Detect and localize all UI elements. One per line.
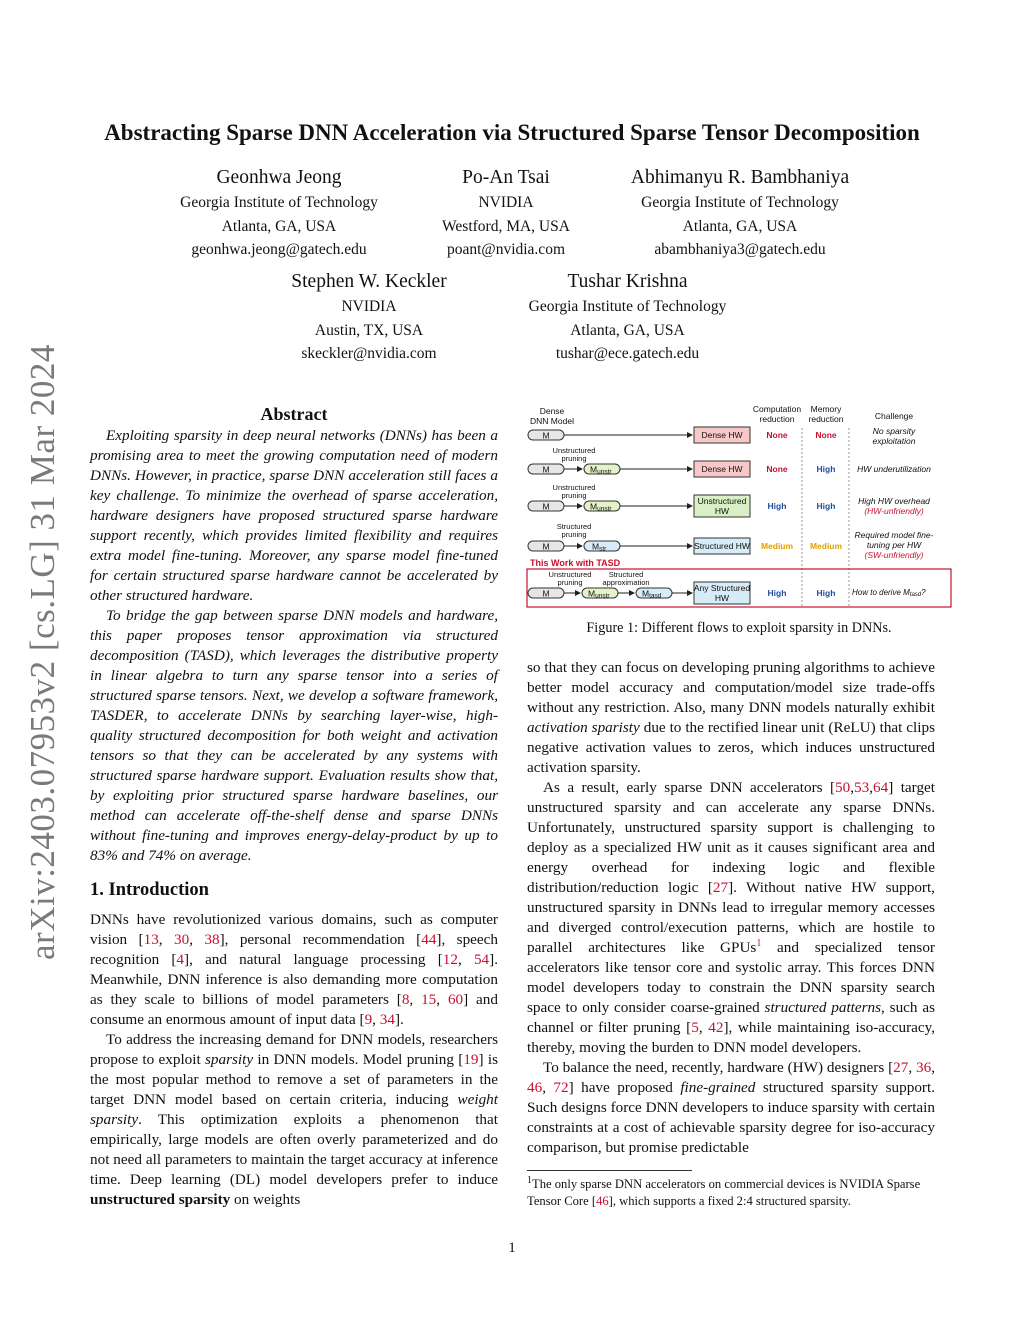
fig-hw-box: Any Structured (693, 583, 751, 593)
fig-hw-box: Unstructured (697, 496, 747, 506)
author-location: Atlanta, GA, USA (221, 217, 337, 235)
citation-link[interactable]: 15 (421, 991, 437, 1008)
author-email: skeckler@nvidia.com (301, 345, 437, 362)
body-paragraph: To balance the need, recently, hardware (HW) designers [27, 36, 46, 72] have proposed fine-grained structured sparsity support. Such designs force DNN developers to induce sparsity with certain constraints at a cost of achievable sparsity degree for iso-accuracy comparison, but promise predictable (527, 1059, 936, 1156)
fig-challenge-text: (HW-unfriendly) (864, 506, 924, 516)
author-location: Atlanta, GA, USA (570, 321, 685, 339)
abstract-heading: Abstract (260, 404, 328, 424)
citation-link[interactable]: 38 (204, 931, 220, 948)
author-email: poant@nvidia.com (446, 241, 565, 258)
fig-step-label: Unstructured (548, 570, 592, 579)
citation-link[interactable]: 46 (527, 1079, 543, 1096)
citation-link[interactable]: 4 (176, 951, 185, 968)
fig-challenge-text: tuning per HW (866, 540, 922, 550)
fig-challenge-text: Required model fine- (854, 530, 934, 540)
citation-link[interactable]: 5 (691, 1019, 699, 1036)
author-name: Geonhwa Jeong (216, 167, 342, 188)
fig-model-munstr: Munstr (590, 501, 612, 513)
fig-hw-box: HW (714, 506, 730, 516)
abstract-body (90, 426, 498, 866)
fig-step-label: pruning (561, 530, 587, 539)
fig-challenge-text: exploitation (872, 436, 916, 446)
fig-model-m: M (542, 501, 550, 512)
fig-step-label: Structured (608, 570, 644, 579)
author-location: Westford, MA, USA (442, 217, 570, 235)
fig-header-computation: Computation (752, 404, 802, 414)
fig-step-label: Unstructured (552, 446, 596, 455)
fig-challenge-text: How to derive Mtasd? (852, 588, 926, 598)
fig-model-m: M (542, 430, 550, 441)
fig-mem-value: High (816, 501, 836, 511)
author-affiliation: NVIDIA (341, 298, 397, 315)
citation-link[interactable]: 44 (421, 931, 437, 948)
fig-step-label: pruning (557, 578, 583, 587)
citation-link[interactable]: 42 (708, 1019, 724, 1036)
author-affiliation: Georgia Institute of Technology (180, 194, 378, 211)
citation-link[interactable]: 36 (916, 1059, 932, 1076)
author-block (270, 268, 468, 366)
fig-comp-value: Medium (760, 541, 794, 551)
right-column (527, 658, 935, 1158)
fig-challenge-text: High HW overhead (858, 496, 930, 506)
fig-model-m: M (542, 464, 550, 475)
figure-1-diagram (526, 400, 952, 612)
fig-model-m: M (542, 588, 550, 599)
author-block (500, 268, 755, 366)
fig-model-munstr: Munstr (588, 588, 610, 600)
section-heading-introduction: 1. Introduction (90, 880, 209, 900)
citation-link[interactable]: 30 (174, 931, 190, 948)
body-paragraph: so that they can focus on developing pruning algorithms to achieve better model accuracy and computation/model size trade-offs without any restriction. Also, many DNN models naturally exhibit activation sparisty due to the rectified linear unit (ReLU) that clips negative activation values to zeros, which induces unstructured activation sparsity. (527, 659, 935, 776)
arxiv-identifier: arXiv:2403.07953v2 [cs.LG] 31 Mar 2024 (23, 344, 62, 960)
fig-step-label: approximation (602, 578, 650, 587)
citation-link[interactable]: 34 (379, 1011, 395, 1028)
author-name: Stephen W. Keckler (291, 271, 447, 292)
author-block (420, 164, 592, 262)
author-email: geonhwa.jeong@gatech.edu (191, 241, 367, 258)
fig-mem-value: High (816, 464, 836, 474)
author-affiliation: Georgia Institute of Technology (528, 298, 727, 315)
fig-challenge-text: No sparsity (872, 426, 916, 436)
fig-hw-box: HW (714, 593, 730, 603)
footnote-link[interactable]: 1 (756, 937, 762, 949)
citation-link[interactable]: 13 (143, 931, 159, 948)
fig-comp-value: None (766, 430, 788, 440)
author-email: abambhaniya3@gatech.edu (654, 241, 826, 258)
citation-link[interactable]: 46 (596, 1194, 609, 1208)
fig-header-reduction: reduction (759, 414, 795, 424)
citation-link[interactable]: 27 (712, 879, 729, 896)
fig-step-label: Unstructured (552, 483, 596, 492)
citation-link[interactable]: 27 (893, 1059, 909, 1076)
fig-challenge-text: HW underutilization (857, 464, 931, 474)
citation-link[interactable]: 72 (553, 1079, 569, 1096)
author-block (150, 164, 408, 262)
fig-header-reduction: reduction (808, 414, 844, 424)
author-name: Tushar Krishna (567, 271, 688, 292)
citation-link[interactable]: 64 (873, 779, 889, 796)
fig-challenge-text: (SW-unfriendly) (864, 550, 924, 560)
fig-model-m: M (542, 541, 550, 552)
citation-link[interactable]: 53 (854, 779, 870, 796)
paper-title: Abstracting Sparse DNN Acceleration via Structured Sparse Tensor Decomposition (104, 120, 920, 145)
citation-link[interactable]: 19 (463, 1051, 479, 1068)
fig-comp-value: High (767, 501, 787, 511)
author-block (610, 164, 870, 262)
fig-header-memory: Memory (810, 404, 842, 414)
fig-this-work-label: This Work with TASD (530, 558, 621, 568)
body-paragraph: As a result, early sparse DNN accelerators [50,53,64] target unstructured sparsity and can accelerate any sparse DNNs. Unfortunately, unstructured sparsity support is challenging to deploy as a specialized HW unit as it causes significant area and energy overhead for indexing logic and flexible distribution/reduction logic [27]. Without native HW support, unstructured sparsity in DNNs lead to irregular memory accesses and diverged control/execution patterns, which are hostile to parallel architectures like GPUs$^1$ and specialized tensor accelerators like tensor core and systolic array. This forces DNN model developers today to constrain the DNN sparsity search space to only consider coarse-grained structured patterns, such as channel or filter pruning [5, 42], while maintaining iso-accuracy, thereby, moving the burden to DNN model developers. (527, 779, 936, 1056)
author-name: Po-An Tsai (462, 167, 550, 188)
fig-step-label: pruning (561, 491, 587, 500)
fig-step-label: Structured (556, 522, 592, 531)
author-email: tushar@ece.gatech.edu (555, 345, 700, 362)
fig-mem-value: None (815, 430, 837, 440)
author-location: Austin, TX, USA (314, 321, 424, 339)
fig-mem-value: Medium (809, 541, 843, 551)
figure-caption: Figure 1: Different flows to exploit sparsity in DNNs. (586, 620, 892, 636)
fig-comp-value: High (767, 588, 787, 598)
footnote-rule (527, 1170, 692, 1171)
fig-model-mtasd: Mtasd (642, 588, 662, 600)
intro-paragraph: DNNs have revolutionized various domains, such as computer vision [13, 30, 38], personal recommendation [44], speech recognition [4], and natural language processing [12, 54]. Meanwhile, DNN inference is also demanding more computation as they scale to billions of model parameters [8, 15, 60] and consume an enormous amount of input data [9, 34]. (90, 911, 498, 1028)
citation-link[interactable]: 50 (835, 779, 851, 796)
fig-mem-value: High (816, 588, 836, 598)
fig-header-dense: Dense (539, 406, 565, 416)
author-name: Abhimanyu R. Bambhaniya (630, 167, 850, 188)
citation-link[interactable]: 9 (364, 1011, 373, 1028)
citation-link[interactable]: 54 (473, 951, 490, 968)
fig-step-label: pruning (561, 454, 587, 463)
left-column (90, 404, 498, 1210)
fig-header-dnn-model: DNN Model (530, 416, 574, 426)
fig-hw-box: Dense HW (701, 430, 743, 440)
fig-model-munstr: Munstr (590, 464, 612, 476)
citation-link[interactable]: 60 (447, 991, 464, 1008)
author-location: Atlanta, GA, USA (682, 217, 798, 235)
fig-model-mstr: Mstr (592, 541, 607, 553)
author-affiliation: Georgia Institute of Technology (641, 194, 839, 211)
citation-link[interactable]: 8 (401, 991, 410, 1008)
page-number: 1 (508, 1240, 516, 1256)
abstract-paragraph: Exploiting sparsity in deep neural networks (DNNs) has been a promising area to meet the growing computation need of modern DNNs. However, in practice, sparse DNN acceleration still faces a key challenge. To minimize the overhead of sparse acceleration, hardware designers have proposed structured sparse hardware support recently, which provides limited flexibility and requires extra model fine-tuning. Moreover, any sparse model fine-tuned for certain structured sparse hardware cannot be accelerated by other structured hardware. (90, 427, 498, 604)
author-affiliation: NVIDIA (478, 194, 534, 211)
fig-hw-box: Structured HW (694, 541, 750, 551)
fig-hw-box: Dense HW (701, 464, 743, 474)
footnote: $^1$The only sparse DNN accelerators on commercial devices is NVIDIA Sparse Tensor Core [46], which supports a fixed 2:4 structured sparsity. (527, 1174, 921, 1208)
citation-link[interactable]: 12 (442, 951, 458, 968)
intro-paragraph: To address the increasing demand for DNN models, researchers propose to exploit sparsity in DNN models. Model pruning [19] is the most popular method to remove a set of parameters in the target DNN model based on certain criteria, inducing weight sparsity. This optimization exploits a phenomenon that empirically, large models are often overly parameterized and do not need all parameters to maintain the target accuracy at inference time. Deep learning (DL) model developers prefer to induce unstructured sparsity on weights (90, 1031, 499, 1208)
abstract-paragraph: To bridge the gap between sparse DNN models and hardware, this paper proposes tensor approximation via structured decomposition (TASD), which leverages the distributive property in linear algebra to turn any sparse tensor into a series of structured sparse tensors. Next, we develop a software framework, TASDER, to accelerate DNNs by searching layer-wise, high-quality structured decomposition for both weight and activation tensors so that they can be accelerated by any systems with structured sparse hardware support. Evaluation results show that, by exploiting prior structured sparse hardware baselines, our method can accelerate off-the-shelf dense and sparse DNNs without fine-tuning and improves energy-delay-product by up to 83% and 74% on average. (90, 607, 498, 864)
fig-comp-value: None (766, 464, 788, 474)
fig-header-challenge: Challenge (874, 411, 914, 421)
